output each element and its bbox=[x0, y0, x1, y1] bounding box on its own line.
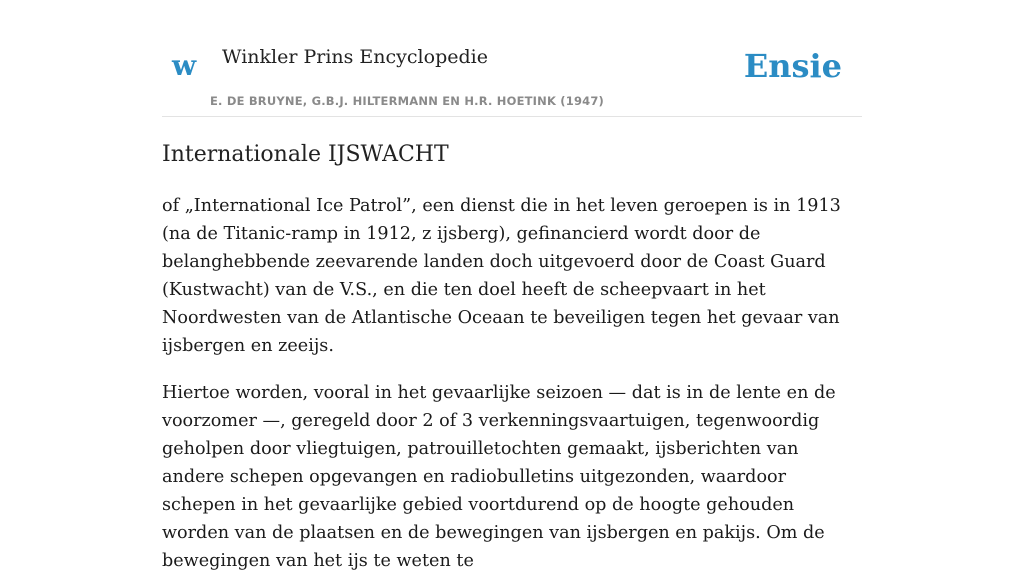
publication-authors: E. DE BRUYNE, G.B.J. HILTERMANN EN H.R. HOETINK (1947) bbox=[210, 94, 605, 108]
page bbox=[162, 0, 862, 575]
header bbox=[162, 0, 862, 117]
publication-logo-icon[interactable]: w bbox=[172, 49, 197, 82]
article-title: Internationale IJSWACHT bbox=[162, 142, 449, 167]
article bbox=[162, 141, 862, 575]
article-paragraph: of „International Ice Patrol”, een dienst die in het leven geroepen is in 1913 (na de Titanic-ramp in 1912, z ijsberg), gefinancierd wordt door de belanghebbende zeevarende landen doch uitgevoerd door de Coast Guard (Kustwacht) van de V.S., en die ten doel heeft de scheepvaart in het Noordwesten van de Atlantische Oceaan te beveiligen tegen het gevaar van ijsbergen en zeeijs. bbox=[162, 195, 841, 356]
article-paragraph: Hiertoe worden, vooral in het gevaarlijke seizoen — dat is in de lente en de voorzomer —, geregeld door 2 of 3 verkenningsvaartuigen, tegenwoordig geholpen door vliegtuigen, patrouilletochten gemaakt, ijsberichten van andere schepen opgevangen en radiobulletins uitgezonden, waardoor schepen in het gevaarlijke gebied voortdurend op de hoogte gehouden worden van de plaatsen en de bewegingen van ijsbergen en pakijs. Om de bewegingen van het ijs te weten te bbox=[162, 382, 836, 571]
publication-title[interactable]: Winkler Prins Encyclopedie bbox=[222, 46, 488, 68]
ensie-brand-logo[interactable]: Ensie bbox=[743, 47, 842, 85]
